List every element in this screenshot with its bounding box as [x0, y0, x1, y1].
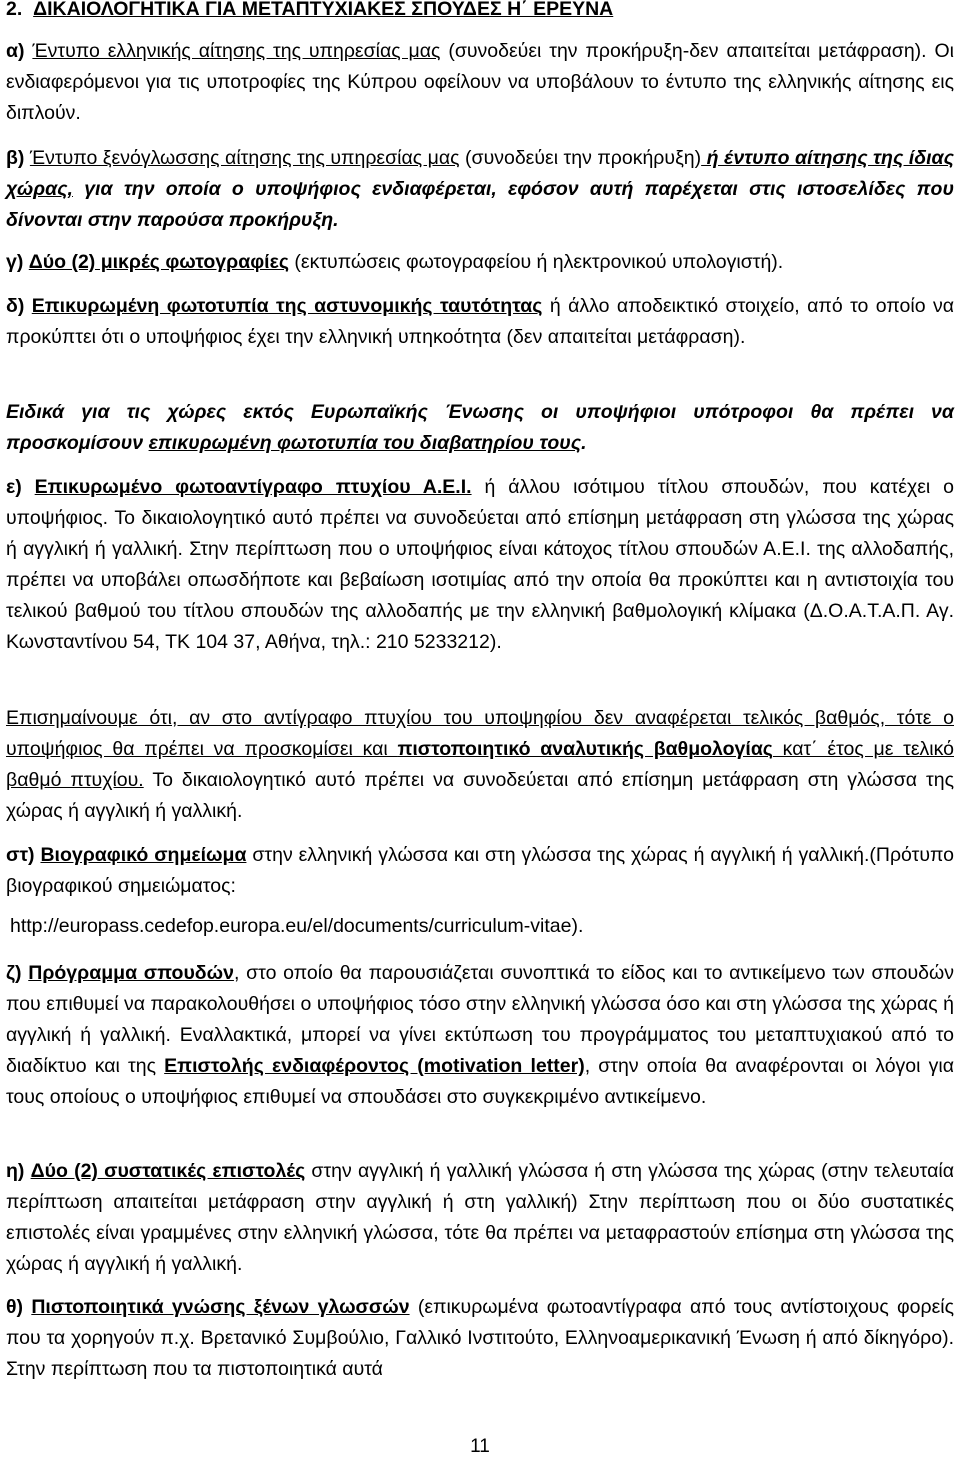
item-a-text: (συνοδεύει την προκήρυξη-δεν απαιτείται μετάφραση). Οι ενδιαφερόμενοι για τις υποτροφίες της Κύπρου οφείλουν να υποβάλουν το έντυπο της ελληνικής αίτησης εις διπλούν.	[6, 40, 954, 124]
item-b-extra-underlined: ή έντυπο αίτησης της ίδιας χώρας,	[6, 147, 955, 200]
item-b	[6, 143, 954, 236]
item-g-title-2: Επιστολής ενδιαφέροντος (motivation letter)	[164, 1055, 585, 1077]
item-b-label: β)	[6, 147, 25, 169]
item-g-title: Πρόγραμμα σπουδών	[28, 962, 234, 984]
item-c-text: (εκτυπώσεις φωτογραφείου ή ηλεκτρονικού υπολογιστή).	[288, 251, 784, 273]
item-c-title: Δύο (2) μικρές φωτογραφίες	[28, 251, 289, 273]
item-i	[6, 1292, 954, 1385]
item-g-text-1: , στο οποίο θα παρουσιάζεται συνοπτικά το είδος και το αντικείμενο των σπουδών που επιθυμεί να παρακολουθήσει ο υποψήφιος τόσο στην ελληνική γλώσσα όσο και στη γλώσσα της χώρας ή αγγλική ή γαλλική. Εναλλακτικά, μπορεί να γίνει εκτύπωση του προγράμματος του μεταπτυχιακού από το διαδίκτυο και της	[6, 962, 954, 1077]
item-d-note-underlined: επικυρωμένη φωτοτυπία του διαβατηρίου τους	[148, 432, 582, 454]
item-d-note-text: Ειδικά για τις χώρες εκτός Ευρωπαϊκής Ένωσης οι υποψήφιοι υπότροφοι θα πρέπει να προσκομίσουν	[6, 401, 954, 454]
item-g-label: ζ)	[6, 962, 22, 984]
item-d-note-end: .	[581, 432, 587, 454]
item-h	[6, 1156, 954, 1280]
section-title: ΔΙΚΑΙΟΛΟΓΗΤΙΚΑ ΓΙΑ ΜΕΤΑΠΤΥΧΙΑΚΕΣ ΣΠΟΥΔΕΣ Η΄ ΕΡΕΥΝΑ	[33, 0, 614, 20]
item-e-note-text: Το δικαιολογητικό αυτό πρέπει να συνοδεύεται από επίσημη μετάφραση στη γλώσσα της χώρας ή αγγλική ή γαλλική.	[6, 769, 954, 822]
item-a-title: Έντυπο ελληνικής αίτησης της υπηρεσίας μας	[32, 40, 441, 62]
item-b-text: (συνοδεύει την προκήρυξη)	[459, 147, 702, 169]
item-d-note	[6, 397, 954, 459]
page-number: 11	[470, 1436, 490, 1457]
section-number: 2.	[6, 0, 23, 20]
item-h-text: στην αγγλική ή γαλλική γλώσσα ή στη γλώσσα της χώρας (στην τελευταία περίπτωση απαιτείται μετάφραση στην αγγλική ή στη γαλλική) Στην περίπτωση που οι δύο συστατικές επιστολές είναι γραμμένες στην ελληνική γλώσσα, τότε θα πρέπει να μεταφραστούν επίσημα στη γλώσσα της χώρας ή αγγλική ή γαλλική.	[6, 1160, 954, 1275]
item-e-title: Επικυρωμένο φωτοαντίγραφο πτυχίου Α.Ε.Ι.	[34, 476, 472, 498]
cv-template-url: http://europass.cedefop.europa.eu/el/documents/curriculum-vitae).	[10, 915, 584, 937]
item-e-text: ή άλλου ισότιμου τίτλου σπουδών, που κατέχει ο υποψήφιος. Το δικαιολογητικό αυτό πρέπει να συνοδεύεται από επίσημη μετάφραση στη γλώσσα της χώρας ή αγγλική ή γαλλική. Στην περίπτωση που ο υποψήφιος είναι κάτοχος τίτλου σπουδών Α.Ε.Ι. της αλλοδαπής, πρέπει να υποβάλει οπωσδήποτε και βεβαίωση ισοτιμίας από την οποία θα προκύπτει και η αντιστοιχία του τελικού βαθμού του τίτλου σπουδών της αλλοδαπής με την ελληνική βαθμολογική κλίμακα (Δ.Ο.Α.Τ.Α.Π. Αγ. Κωνσταντίνου 54, ΤΚ 104 37, Αθήνα, τηλ.: 210 5233212).	[6, 476, 954, 653]
item-d	[6, 291, 954, 353]
item-e-note-underlined-2: κατ΄ έτος με τελικό βαθμό πτυχίου.	[6, 738, 954, 791]
item-e	[6, 472, 954, 658]
item-f	[6, 840, 954, 902]
item-d-label: δ)	[6, 295, 25, 317]
item-e-note-underlined-1: Επισημαίνουμε ότι, αν στο αντίγραφο πτυχίου του υποψηφίου δεν αναφέρεται τελικός βαθμός, τότε ο υποψήφιος θα πρέπει να προσκομίσει και	[6, 707, 954, 760]
item-d-text: ή άλλο αποδεικτικό στοιχείο, από το οποίο να προκύπτει ότι ο υποψήφιος έχει την ελληνική υπηκοότητα (δεν απαιτείται μετάφραση).	[6, 295, 954, 348]
item-i-title: Πιστοποιητικά γνώσης ξένων γλωσσών	[31, 1296, 410, 1318]
item-g-text-2: , στην οποία θα αναφέρονται οι λόγοι για τους οποίους ο υποψήφιος επιθυμεί να σπουδάσει στο συγκεκριμένο αντικείμενο.	[6, 1055, 955, 1108]
item-f-title: Βιογραφικό σημείωμα	[40, 844, 247, 866]
item-i-label: θ)	[6, 1296, 24, 1318]
item-e-note	[6, 703, 954, 827]
item-g	[6, 958, 954, 1113]
item-c-label: γ)	[6, 251, 24, 273]
item-i-text: (επικυρωμένα φωτοαντίγραφα από τους αντίστοιχους φορείς που τα χορηγούν π.χ. Βρετανικό Συμβούλιο, Γαλλικό Ινστιτούτο, Ελληνοαμερικανική Ένωση ή από δίκηγόρο). Στην περίπτωση που τα πιστοποιητικά αυτά	[6, 1296, 954, 1380]
item-h-title: Δύο (2) συστατικές επιστολές	[30, 1160, 306, 1182]
item-b-extra: για την οποία ο υποψήφιος ενδιαφέρεται, εφόσον αυτή παρέχεται στις ιστοσελίδες που δίνονται στην παρούσα προκήρυξη.	[6, 178, 954, 231]
item-h-label: η)	[6, 1160, 25, 1182]
item-e-label: ε)	[6, 476, 22, 498]
item-b-title: Έντυπο ξενόγλωσσης αίτησης της υπηρεσίας μας	[29, 147, 460, 169]
item-f-text: στην ελληνική γλώσσα και στη γλώσσα της χώρας ή αγγλική ή γαλλική.(Πρότυπο βιογραφικού σημειώματος:	[6, 844, 955, 897]
item-a-label: α)	[6, 40, 25, 62]
item-c	[6, 247, 954, 278]
section-heading	[6, 0, 954, 25]
item-d-title: Επικυρωμένη φωτοτυπία της αστυνομικής ταυτότητας	[31, 295, 543, 317]
item-f-label: στ)	[6, 844, 35, 866]
item-e-note-bold: πιστοποιητικό αναλυτικής βαθμολογίας	[397, 738, 773, 760]
item-a	[6, 36, 954, 129]
